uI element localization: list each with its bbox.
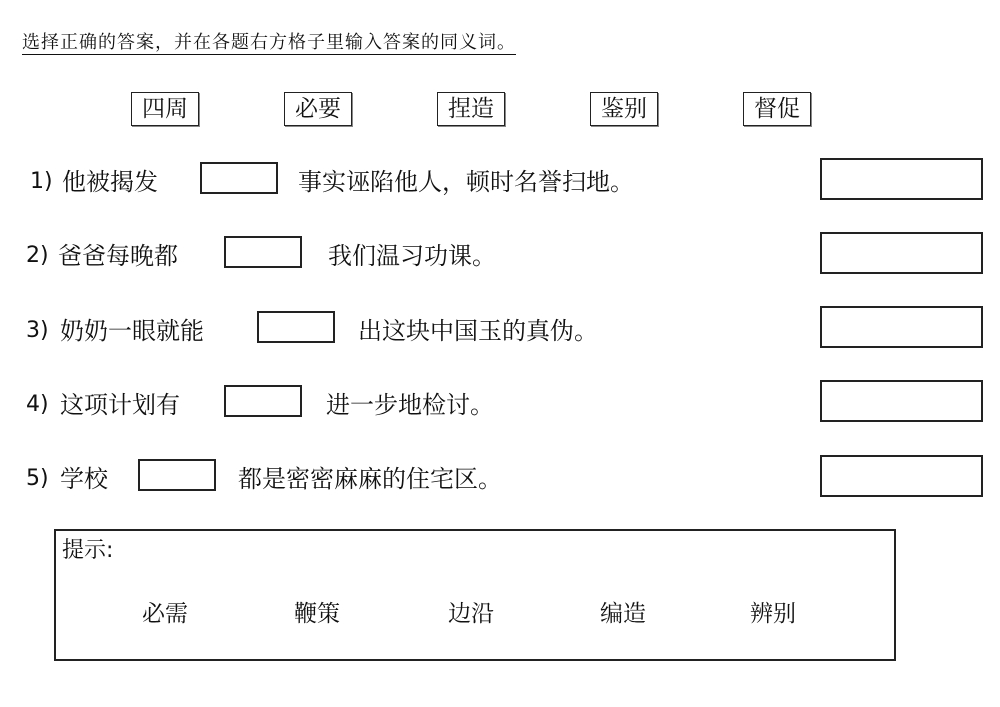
- word-bank-item[interactable]: 捏造: [437, 92, 505, 126]
- question-number: 2): [26, 243, 49, 268]
- question-text-after: 出这块中国玉的真伪。: [358, 317, 598, 345]
- question-text-before: 爸爸每晚都: [58, 242, 178, 270]
- instructions: 选择正确的答案，并在各题右方格子里输入答案的同义词。: [22, 32, 516, 53]
- word-bank: [0, 0, 1000, 150]
- hint-word: 编造: [600, 601, 646, 627]
- drop-slot[interactable]: [224, 236, 302, 268]
- answer-input-4[interactable]: [820, 380, 983, 422]
- question-text-before: 奶奶一眼就能: [60, 317, 204, 345]
- question-number: 3): [26, 318, 49, 343]
- drop-slot[interactable]: [200, 162, 278, 194]
- word-bank-item[interactable]: 必要: [284, 92, 352, 126]
- question-text-before: 这项计划有: [60, 391, 180, 419]
- answer-input-2[interactable]: [820, 232, 983, 274]
- hint-title: 提示:: [62, 538, 114, 563]
- hint-word: 辨别: [750, 601, 796, 627]
- question-number: 4): [26, 392, 49, 417]
- question-text-before: 他被揭发: [62, 168, 158, 196]
- hint-word: 边沿: [448, 601, 494, 627]
- word-bank-item[interactable]: 督促: [743, 92, 811, 126]
- hint-box: [54, 529, 896, 661]
- question-text-after: 事实诬陷他人，顿时名誉扫地。: [298, 168, 634, 196]
- question-number: 5): [26, 466, 49, 491]
- drop-slot[interactable]: [257, 311, 335, 343]
- question-text-before: 学校: [60, 465, 108, 493]
- word-bank-item[interactable]: 四周: [131, 92, 199, 126]
- answer-input-3[interactable]: [820, 306, 983, 348]
- question-text-after: 我们温习功课。: [328, 242, 496, 270]
- hint-word: 鞭策: [294, 601, 340, 627]
- question-text-after: 进一步地检讨。: [326, 391, 494, 419]
- answer-input-5[interactable]: [820, 455, 983, 497]
- answer-input-1[interactable]: [820, 158, 983, 200]
- word-bank-item[interactable]: 鉴别: [590, 92, 658, 126]
- question-text-after: 都是密密麻麻的住宅区。: [238, 465, 502, 493]
- drop-slot[interactable]: [224, 385, 302, 417]
- question-number: 1): [30, 169, 53, 194]
- hint-word: 必需: [142, 601, 188, 627]
- drop-slot[interactable]: [138, 459, 216, 491]
